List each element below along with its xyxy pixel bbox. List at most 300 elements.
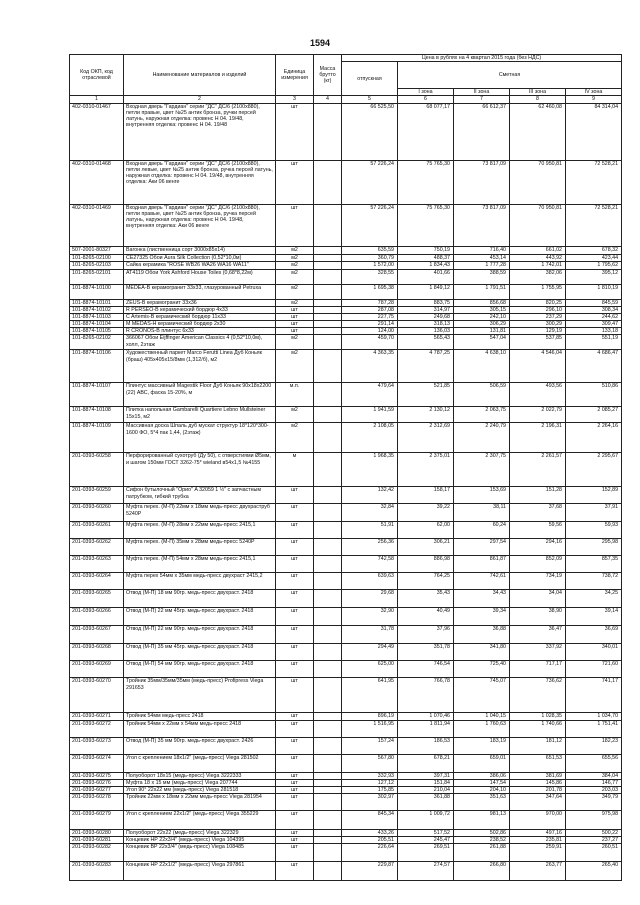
column-number: 1 xyxy=(70,96,124,104)
item-unit: шт xyxy=(276,720,314,737)
price-zone-3: 2 022,79 xyxy=(510,407,566,423)
item-unit: м2 xyxy=(276,285,314,300)
price-zone-3: 382,06 xyxy=(510,270,566,285)
price-release: 1 516,95 xyxy=(342,720,398,737)
item-name: Отвод (М-П) 18 мм 90гр. медь-пресс двухраст. 2418 xyxy=(124,590,276,608)
item-mass xyxy=(314,779,342,786)
price-zone-4: 738,72 xyxy=(566,573,622,590)
price-zone-2: 1 760,63 xyxy=(454,720,510,737)
item-mass xyxy=(314,350,342,383)
table-row xyxy=(70,786,622,793)
price-zone-1: 35,43 xyxy=(398,590,454,608)
price-zone-2: 60,24 xyxy=(454,522,510,539)
price-zone-3: 493,56 xyxy=(510,383,566,407)
item-mass xyxy=(314,161,342,205)
item-unit: шт xyxy=(276,161,314,205)
price-zone-4: 2 295,67 xyxy=(566,453,622,487)
item-name: Муфта перех. (М-П) 28мм х 22мм медь-пресс 2415,1 xyxy=(124,522,276,539)
price-zone-3: 497,16 xyxy=(510,829,566,836)
price-zone-1: 488,37 xyxy=(398,255,454,262)
item-mass xyxy=(314,810,342,829)
price-zone-2: 73 817,09 xyxy=(454,161,510,205)
table-row xyxy=(70,626,622,644)
price-release: 226,64 xyxy=(342,843,398,861)
price-zone-1: 883,75 xyxy=(398,300,454,307)
table-row xyxy=(70,608,622,626)
price-release: 31,78 xyxy=(342,626,398,644)
price-zone-2: 502,86 xyxy=(454,829,510,836)
price-release: 124,00 xyxy=(342,328,398,335)
item-unit: шт xyxy=(276,843,314,861)
item-name: Входная дверь "Гардиан" серии "ДС" ДС/6 (2100х880), петли левые, цвет №25 антик бронза, ручка персей латунь, наружная отделка: провенс Н 04. 19/48, внутренняя отделка: Аки 06 венге xyxy=(124,161,276,205)
header-release: отпускная xyxy=(342,62,398,96)
price-zone-1: 39,22 xyxy=(398,504,454,522)
item-name: Отвод (М-П) 54 мм 90гр. медь-пресс двухраст. 2418 xyxy=(124,661,276,678)
price-zone-3: 70 950,81 xyxy=(510,161,566,205)
price-zone-1: 274,57 xyxy=(398,861,454,880)
table-row xyxy=(70,556,622,573)
item-name: MEDEA-В керамогранит 33х33, глазурованный Petruxa xyxy=(124,285,276,300)
item-unit: шт xyxy=(276,861,314,880)
price-zone-4: 975,98 xyxy=(566,810,622,829)
price-release: 360,79 xyxy=(342,255,398,262)
price-zone-4: 237,27 xyxy=(566,836,622,843)
price-zone-4: 423,44 xyxy=(566,255,622,262)
table-row xyxy=(70,829,622,836)
table-row xyxy=(70,661,622,678)
table-row xyxy=(70,861,622,880)
item-name: Тройник 54мм х 22мм х 54мм медь-пресс 2418 xyxy=(124,720,276,737)
price-zone-1: 68 077,17 xyxy=(398,104,454,161)
price-zone-4: 260,51 xyxy=(566,843,622,861)
item-mass xyxy=(314,626,342,644)
item-name: ZEUS-В керамогранит 33х36 xyxy=(124,300,276,307)
price-release: 287,08 xyxy=(342,307,398,314)
price-zone-4: 500,22 xyxy=(566,829,622,836)
table-row xyxy=(70,205,622,247)
price-zone-1: 269,51 xyxy=(398,843,454,861)
price-zone-2: 297,54 xyxy=(454,539,510,556)
table-row xyxy=(70,678,622,713)
table-row xyxy=(70,335,622,350)
item-name: R PERSEO-В керамический бордюр 4х33 xyxy=(124,307,276,314)
price-zone-1: 764,25 xyxy=(398,573,454,590)
price-release: 459,70 xyxy=(342,335,398,350)
item-name: Отвод (М-П) 35 мм 90гр. медь-пресс двухраст. 2426 xyxy=(124,737,276,754)
item-unit: шт xyxy=(276,836,314,843)
price-zone-2: 742,61 xyxy=(454,573,510,590)
price-zone-4: 295,98 xyxy=(566,539,622,556)
item-name: Угол с креплением 22х1/2" (медь-пресс) Viega 355229 xyxy=(124,810,276,829)
price-zone-1: 521,85 xyxy=(398,383,454,407)
item-name: Отвод (М-П) 22 мм 45гр. медь-пресс двухраст. 2418 xyxy=(124,608,276,626)
price-zone-4: 1 034,70 xyxy=(566,713,622,720)
item-name: M MEDAS-Н керамический бордюр 2х30 xyxy=(124,321,276,328)
table-row xyxy=(70,161,622,205)
table-row xyxy=(70,754,622,772)
table-row xyxy=(70,321,622,328)
price-release: 2 108,05 xyxy=(342,423,398,453)
price-zone-4: 1 810,19 xyxy=(566,285,622,300)
price-zone-2: 183,19 xyxy=(454,737,510,754)
item-unit: шт xyxy=(276,829,314,836)
table-row xyxy=(70,487,622,504)
price-zone-1: 746,54 xyxy=(398,661,454,678)
price-release: 227,75 xyxy=(342,314,398,321)
header-estimate: Сметная xyxy=(398,62,622,89)
item-code: 101-8874-10102 xyxy=(70,307,124,314)
item-code: 201-0393-60282 xyxy=(70,843,124,861)
price-zone-3: 820,25 xyxy=(510,300,566,307)
item-name: Муфта перех. (М-П) 54мм х 28мм медь-пресс 2415,1 xyxy=(124,556,276,573)
item-code: 402-0310-01468 xyxy=(70,161,124,205)
item-name: AT4119 Обои York Ashford House Toiles (0,68*8,22м) xyxy=(124,270,276,285)
item-code: 201-0393-60264 xyxy=(70,573,124,590)
price-zone-3: 59,56 xyxy=(510,522,566,539)
price-zone-4: 845,59 xyxy=(566,300,622,307)
price-zone-2: 4 638,10 xyxy=(454,350,510,383)
table-row xyxy=(70,255,622,262)
table-row xyxy=(70,590,622,608)
item-unit: шт xyxy=(276,626,314,644)
price-zone-3: 201,78 xyxy=(510,786,566,793)
price-zone-1: 401,66 xyxy=(398,270,454,285)
price-zone-1: 75 765,30 xyxy=(398,205,454,247)
item-unit: шт xyxy=(276,661,314,678)
price-release: 635,59 xyxy=(342,247,398,255)
price-zone-3: 62 460,08 xyxy=(510,104,566,161)
price-zone-3: 300,29 xyxy=(510,321,566,328)
item-unit: шт xyxy=(276,205,314,247)
price-zone-4: 36,69 xyxy=(566,626,622,644)
item-code: 101-8874-10100 xyxy=(70,285,124,300)
price-zone-2: 1 040,15 xyxy=(454,713,510,720)
item-mass xyxy=(314,300,342,307)
price-zone-4: 510,86 xyxy=(566,383,622,407)
item-mass xyxy=(314,262,342,270)
item-unit: шт xyxy=(276,772,314,779)
price-release: 328,55 xyxy=(342,270,398,285)
item-mass xyxy=(314,829,342,836)
item-code: 101-8874-10103 xyxy=(70,314,124,321)
price-zone-1: 37,96 xyxy=(398,626,454,644)
price-zone-4: 678,32 xyxy=(566,247,622,255)
price-zone-3: 235,81 xyxy=(510,836,566,843)
item-name: Отвод (М-П) 35 мм 45гр. медь-пресс двухраст. 2418 xyxy=(124,644,276,661)
price-zone-1: 1 834,43 xyxy=(398,262,454,270)
price-release: 132,42 xyxy=(342,487,398,504)
table-row xyxy=(70,407,622,423)
price-zone-2: 506,59 xyxy=(454,383,510,407)
item-name: Концевик НР 22х1/2" (медь-пресс) Viega 297861 xyxy=(124,861,276,880)
item-unit: шт xyxy=(276,104,314,161)
price-zone-3: 2 261,57 xyxy=(510,453,566,487)
item-unit: м2 xyxy=(276,423,314,453)
item-name: Массивная доска Шпаль дуб мускат структур 18*120*300-1600 ФО, 5*4 пак 1,44, (2этаж) xyxy=(124,423,276,453)
item-unit: м2 xyxy=(276,407,314,423)
item-name: Муфта перех. (М-П) 22мм х 18мм медь-пресс двухраструб 5240Р xyxy=(124,504,276,522)
column-number: 4 xyxy=(314,96,342,104)
item-mass xyxy=(314,453,342,487)
price-release: 175,85 xyxy=(342,786,398,793)
page-number: 1594 xyxy=(309,38,331,48)
item-mass xyxy=(314,713,342,720)
price-zone-4: 721,60 xyxy=(566,661,622,678)
column-number: 5 xyxy=(342,96,398,104)
price-release: 127,12 xyxy=(342,779,398,786)
item-mass xyxy=(314,556,342,573)
price-zone-2: 238,52 xyxy=(454,836,510,843)
table-row xyxy=(70,247,622,255)
price-zone-1: 62,00 xyxy=(398,522,454,539)
price-zone-4: 2 085,27 xyxy=(566,407,622,423)
item-mass xyxy=(314,314,342,321)
price-zone-1: 4 787,25 xyxy=(398,350,454,383)
price-zone-3: 70 950,81 xyxy=(510,205,566,247)
header-zone-4: IV зона xyxy=(566,88,622,95)
item-code: 101-8265-02100 xyxy=(70,255,124,262)
price-zone-2: 2 307,75 xyxy=(454,453,510,487)
price-zone-3: 36,47 xyxy=(510,626,566,644)
table-row xyxy=(70,836,622,843)
price-zone-4: 309,47 xyxy=(566,321,622,328)
price-zone-2: 66 612,37 xyxy=(454,104,510,161)
price-zone-4: 39,14 xyxy=(566,608,622,626)
item-mass xyxy=(314,786,342,793)
item-unit: шт xyxy=(276,307,314,314)
item-mass xyxy=(314,321,342,328)
price-zone-3: 970,00 xyxy=(510,810,566,829)
price-release: 433,26 xyxy=(342,829,398,836)
price-zone-1: 249,68 xyxy=(398,314,454,321)
header-price-group: Цена в рублях на 4 квартал 2015 года (без НДС) xyxy=(342,55,622,62)
price-zone-4: 265,40 xyxy=(566,861,622,880)
price-zone-3: 151,28 xyxy=(510,487,566,504)
price-zone-4: 308,34 xyxy=(566,307,622,314)
item-name: Концевик НР 22х3/4" (медь-пресс) Viega 104395 xyxy=(124,836,276,843)
price-zone-3: 651,53 xyxy=(510,754,566,772)
price-zone-4: 741,17 xyxy=(566,678,622,713)
item-unit: шт xyxy=(276,793,314,810)
price-zone-3: 734,19 xyxy=(510,573,566,590)
item-mass xyxy=(314,407,342,423)
price-zone-3: 1 755,95 xyxy=(510,285,566,300)
item-code: 201-0393-60266 xyxy=(70,608,124,626)
item-code: 101-8265-02102 xyxy=(70,335,124,350)
table-row xyxy=(70,423,622,453)
price-zone-3: 181,12 xyxy=(510,737,566,754)
item-mass xyxy=(314,328,342,335)
price-release: 229,87 xyxy=(342,861,398,880)
price-zone-2: 242,10 xyxy=(454,314,510,321)
item-mass xyxy=(314,247,342,255)
table-row xyxy=(70,522,622,539)
item-code: 201-0393-60269 xyxy=(70,661,124,678)
price-zone-3: 145,86 xyxy=(510,779,566,786)
price-zone-4: 349,79 xyxy=(566,793,622,810)
price-release: 1 695,38 xyxy=(342,285,398,300)
price-zone-2: 861,87 xyxy=(454,556,510,573)
item-unit: шт xyxy=(276,328,314,335)
table-row xyxy=(70,262,622,270)
price-zone-2: 351,63 xyxy=(454,793,510,810)
price-zone-1: 245,47 xyxy=(398,836,454,843)
item-unit: шт xyxy=(276,504,314,522)
item-mass xyxy=(314,383,342,407)
item-code: 101-8265-02103 xyxy=(70,262,124,270)
item-mass xyxy=(314,737,342,754)
header-mass: Масса брутто (кг) xyxy=(314,55,342,96)
item-unit: шт xyxy=(276,522,314,539)
item-code: 201-0393-60260 xyxy=(70,504,124,522)
item-name: Тройник 35мм/35мм/35мм (медь-пресс) Profipress Viega 291653 xyxy=(124,678,276,713)
price-zone-1: 1 070,46 xyxy=(398,713,454,720)
price-zone-1: 351,78 xyxy=(398,644,454,661)
price-zone-2: 1 777,28 xyxy=(454,262,510,270)
item-unit: м2 xyxy=(276,262,314,270)
price-zone-1: 565,43 xyxy=(398,335,454,350)
price-release: 66 525,50 xyxy=(342,104,398,161)
item-code: 402-0310-01467 xyxy=(70,104,124,161)
price-zone-2: 306,29 xyxy=(454,321,510,328)
item-name: Полуоборот 22х22 (медь-пресс) Viega 322329 xyxy=(124,829,276,836)
price-zone-4: 551,19 xyxy=(566,335,622,350)
table-row xyxy=(70,285,622,300)
item-unit: шт xyxy=(276,573,314,590)
price-zone-2: 153,69 xyxy=(454,487,510,504)
price-zone-3: 34,04 xyxy=(510,590,566,608)
item-code: 201-0393-60261 xyxy=(70,522,124,539)
price-release: 1 968,35 xyxy=(342,453,398,487)
item-code: 201-0393-60267 xyxy=(70,626,124,644)
item-code: 201-0393-60283 xyxy=(70,861,124,880)
table-body xyxy=(70,104,622,881)
item-mass xyxy=(314,522,342,539)
price-zone-2: 547,04 xyxy=(454,335,510,350)
item-unit: м xyxy=(276,453,314,487)
price-zone-3: 37,68 xyxy=(510,504,566,522)
item-unit: шт xyxy=(276,713,314,720)
price-zone-4: 4 686,47 xyxy=(566,350,622,383)
table-row xyxy=(70,453,622,487)
price-zone-4: 2 264,16 xyxy=(566,423,622,453)
item-mass xyxy=(314,793,342,810)
item-code: 201-0393-60270 xyxy=(70,678,124,713)
price-zone-3: 237,29 xyxy=(510,314,566,321)
item-name: Сайка керамика "ROSE WB26 WA26 WA16 WA11" xyxy=(124,262,276,270)
price-zone-4: 340,01 xyxy=(566,644,622,661)
item-code: 201-0393-60273 xyxy=(70,737,124,754)
table-row xyxy=(70,843,622,861)
price-zone-4: 84 314,04 xyxy=(566,104,622,161)
item-unit: шт xyxy=(276,539,314,556)
price-release: 32,90 xyxy=(342,608,398,626)
price-zone-3: 1 740,66 xyxy=(510,720,566,737)
item-code: 101-8874-10101 xyxy=(70,300,124,307)
item-code: 201-0393-60263 xyxy=(70,556,124,573)
price-zone-3: 381,69 xyxy=(510,772,566,779)
price-release: 787,28 xyxy=(342,300,398,307)
table-row xyxy=(70,350,622,383)
table-row xyxy=(70,307,622,314)
item-code: 201-0393-60259 xyxy=(70,487,124,504)
item-name: C Artemis-В керамический бордюр 11х33 xyxy=(124,314,276,321)
item-code: 201-0393-60258 xyxy=(70,453,124,487)
item-name: R CRONOS-В плинтус 6х33 xyxy=(124,328,276,335)
price-zone-2: 39,34 xyxy=(454,608,510,626)
price-zone-4: 37,91 xyxy=(566,504,622,522)
price-release: 51,91 xyxy=(342,522,398,539)
column-number-row xyxy=(70,96,622,104)
price-release: 567,80 xyxy=(342,754,398,772)
item-name: Муфта перех 54мм х 35мм медь-пресс двухраст 2415,2 xyxy=(124,573,276,590)
item-mass xyxy=(314,590,342,608)
table-row xyxy=(70,737,622,754)
price-zone-2: 341,80 xyxy=(454,644,510,661)
price-release: 1 941,59 xyxy=(342,407,398,423)
table-row xyxy=(70,270,622,285)
price-zone-4: 133,18 xyxy=(566,328,622,335)
item-code: 201-0393-60279 xyxy=(70,810,124,829)
price-zone-3: 661,02 xyxy=(510,247,566,255)
price-zone-3: 537,85 xyxy=(510,335,566,350)
price-zone-2: 204,10 xyxy=(454,786,510,793)
price-zone-2: 73 817,09 xyxy=(454,205,510,247)
price-release: 294,49 xyxy=(342,644,398,661)
item-name: Художественный паркет Marco Ferutti Linea Дуб Коньяк (браш) 405х405х15/8мм (1,312/б), м2 xyxy=(124,350,276,383)
price-zone-2: 1 791,51 xyxy=(454,285,510,300)
item-code: 201-0393-60278 xyxy=(70,793,124,810)
table-row xyxy=(70,713,622,720)
header-zone-2: II зона xyxy=(454,88,510,95)
price-zone-1: 1 849,12 xyxy=(398,285,454,300)
price-zone-4: 59,93 xyxy=(566,522,622,539)
item-name: Тройник 22мм х 18мм х 22мм медь-пресс Viega 281954 xyxy=(124,793,276,810)
header-zone-1: I зона xyxy=(398,88,454,95)
item-code: 101-8874-10107 xyxy=(70,383,124,407)
column-number: 7 xyxy=(454,96,510,104)
price-zone-2: 266,80 xyxy=(454,861,510,880)
item-code: 201-0393-60281 xyxy=(70,836,124,843)
item-unit: шт xyxy=(276,590,314,608)
item-name: Перфорированный сухотруб (Ду 50), с отверстиями Ø5мм, и шагом 150мм ГОСТ 3262-75* wieland в54х1,5 №4155 xyxy=(124,453,276,487)
price-zone-4: 395,12 xyxy=(566,270,622,285)
price-zone-4: 152,89 xyxy=(566,487,622,504)
price-zone-3: 347,64 xyxy=(510,793,566,810)
price-zone-4: 857,35 xyxy=(566,556,622,573)
table-row xyxy=(70,383,622,407)
item-code: 201-0393-60265 xyxy=(70,590,124,608)
item-unit: шт xyxy=(276,786,314,793)
item-mass xyxy=(314,861,342,880)
price-zone-3: 2 196,31 xyxy=(510,423,566,453)
price-zone-2: 34,43 xyxy=(454,590,510,608)
price-zone-1: 314,97 xyxy=(398,307,454,314)
table-row xyxy=(70,504,622,522)
table-header xyxy=(70,55,622,104)
item-unit: шт xyxy=(276,644,314,661)
item-code: 101-8874-10104 xyxy=(70,321,124,328)
item-mass xyxy=(314,285,342,300)
item-code: 101-8874-10108 xyxy=(70,407,124,423)
item-unit: м2 xyxy=(276,255,314,262)
price-release: 1 572,00 xyxy=(342,262,398,270)
price-zone-1: 886,98 xyxy=(398,556,454,573)
table-row xyxy=(70,793,622,810)
price-zone-4: 655,56 xyxy=(566,754,622,772)
price-zone-2: 386,06 xyxy=(454,772,510,779)
item-mass xyxy=(314,644,342,661)
